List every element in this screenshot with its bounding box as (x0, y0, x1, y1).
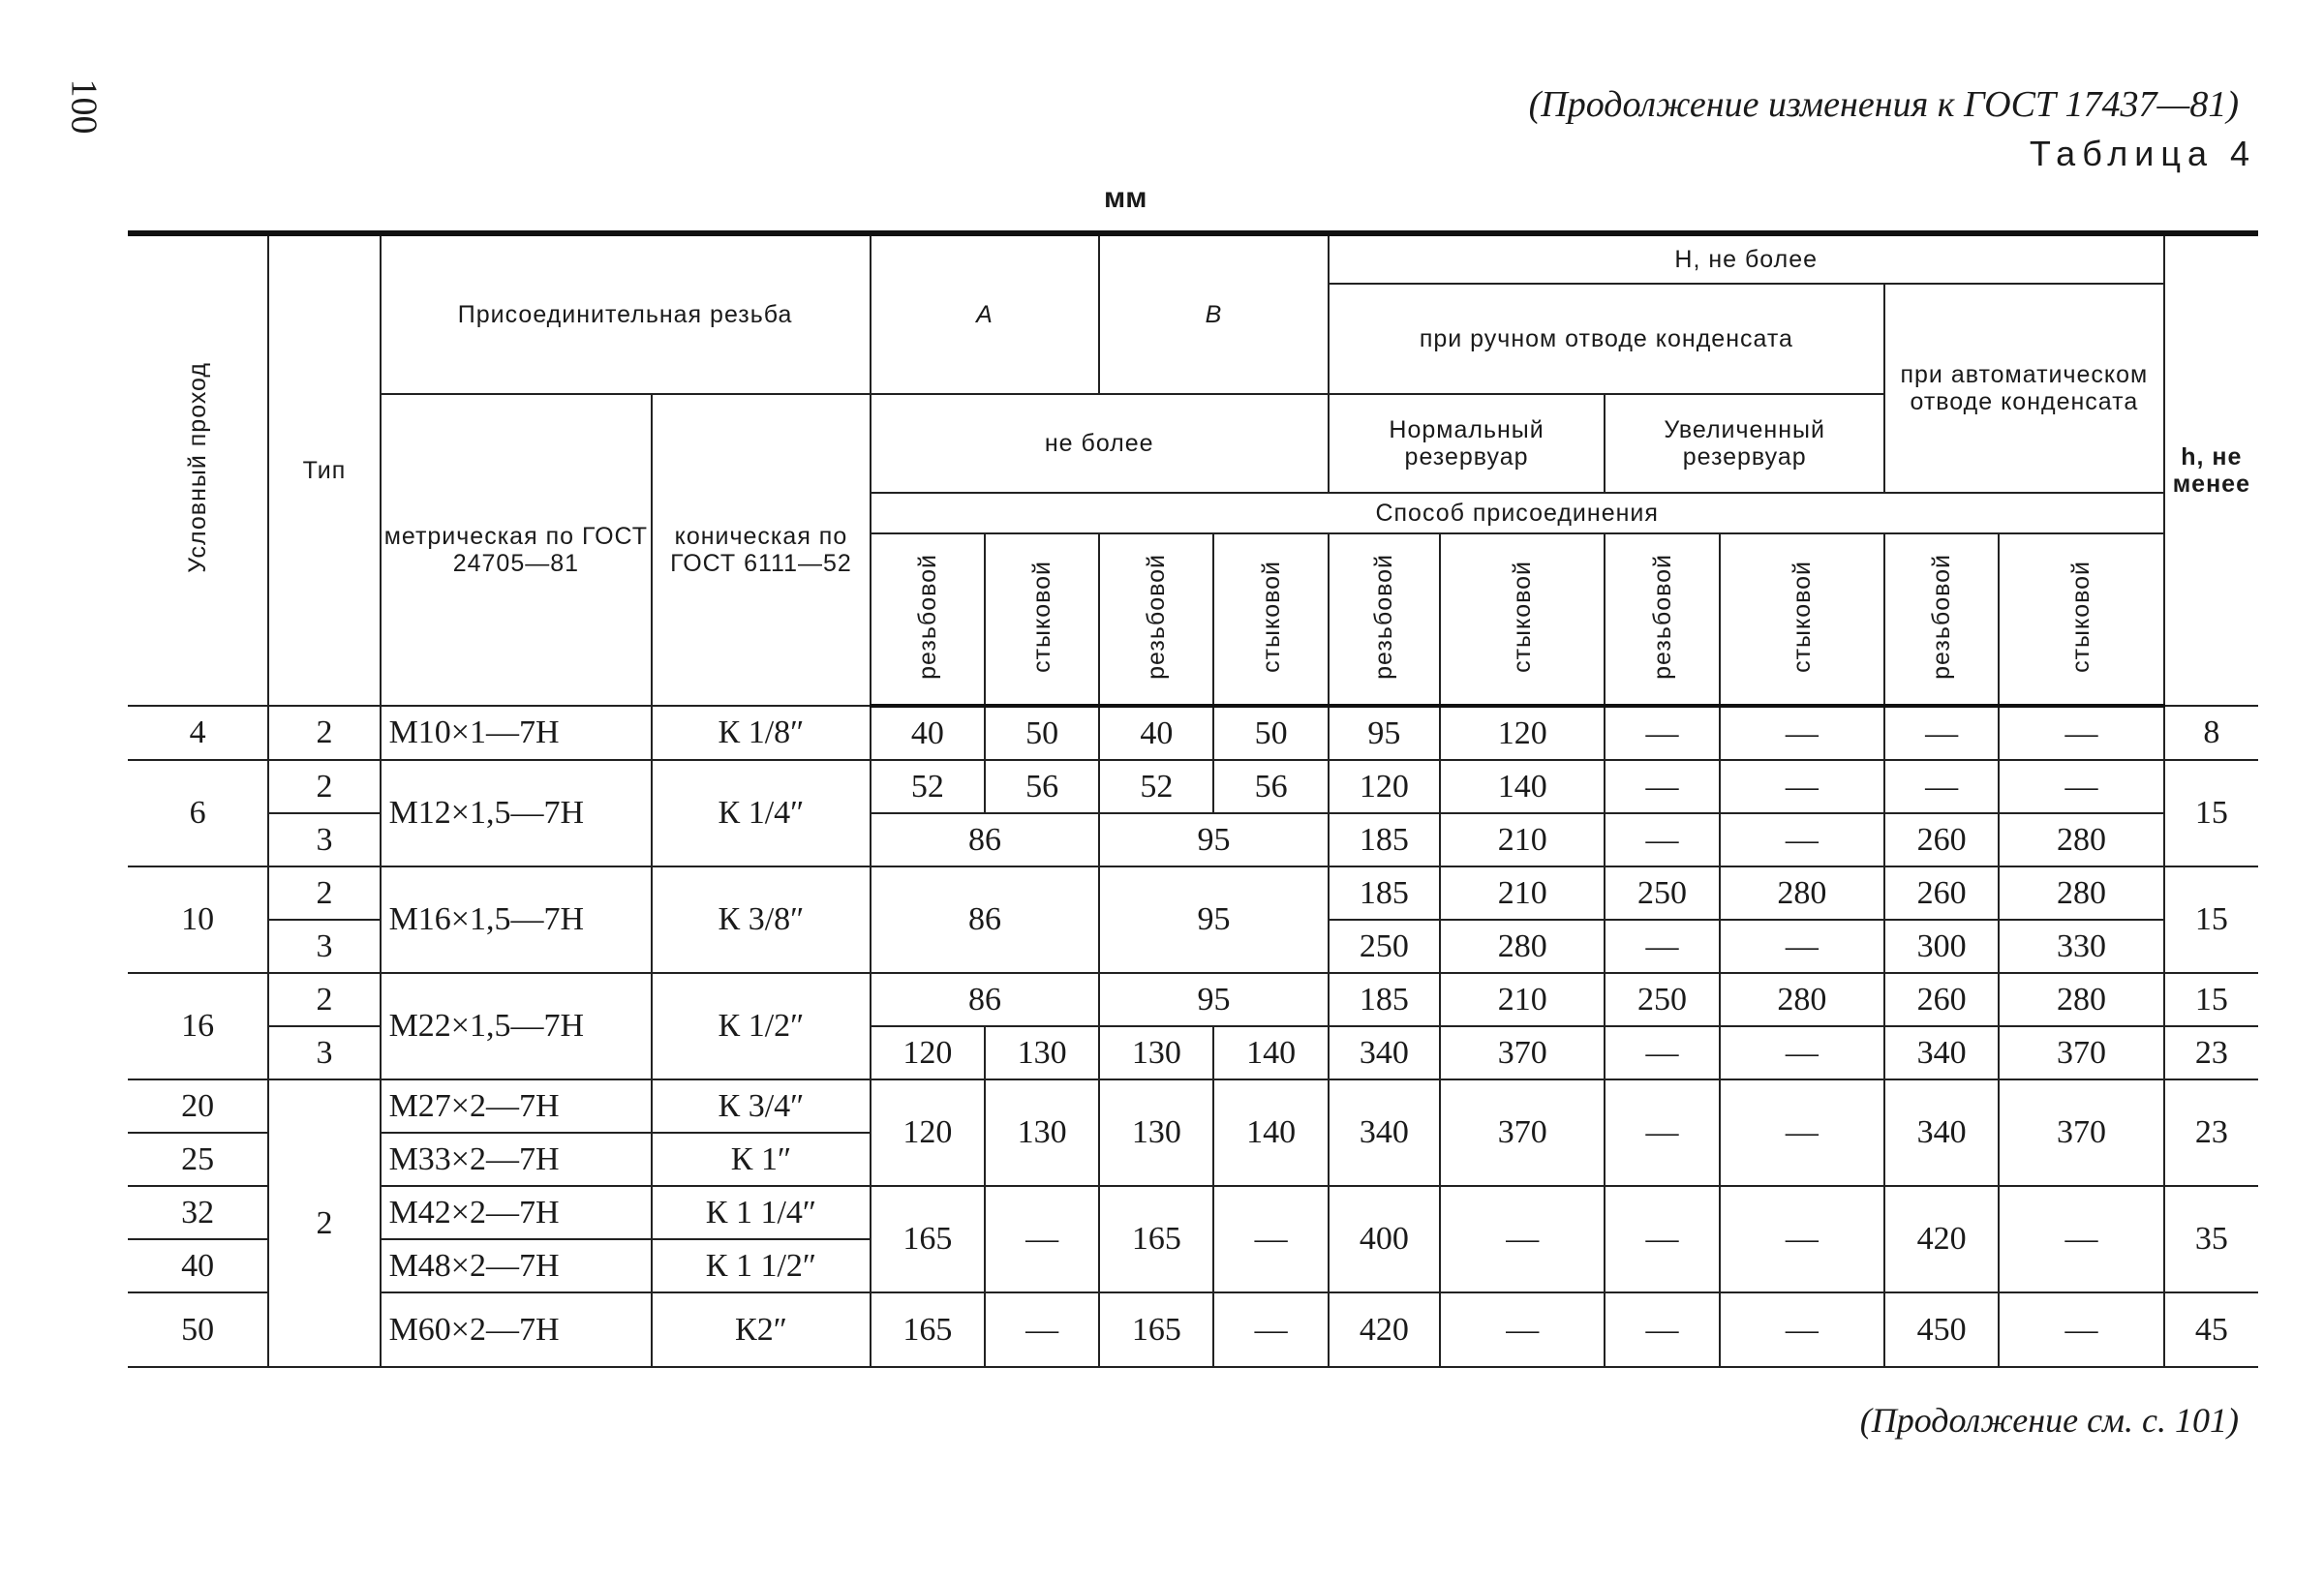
cell-dn: 25 (128, 1133, 268, 1186)
cell-h: 8 (2164, 706, 2258, 760)
cell: — (1884, 760, 1999, 813)
cell: — (1999, 1186, 2163, 1292)
cell: 340 (1884, 1026, 1999, 1079)
cell: 280 (1720, 866, 1884, 920)
table-row (128, 760, 2258, 813)
header-enlarged: Увеличенный резервуар (1605, 394, 1884, 493)
cell: 52 (871, 760, 985, 813)
cell-h: 15 (2164, 760, 2258, 866)
cell: — (1999, 1292, 2163, 1367)
cell: — (1884, 706, 1999, 760)
cell-dn: 10 (128, 866, 268, 973)
header-enlarged-butt: стыковой (1720, 533, 1884, 706)
cell: 95 (1099, 866, 1329, 973)
cell: — (1440, 1292, 1605, 1367)
cell-dn: 20 (128, 1079, 268, 1133)
cell: — (1720, 920, 1884, 973)
header-a: A (871, 233, 1100, 394)
cell-metric: M42×2—7H (381, 1186, 653, 1239)
table-label: Таблица 4 (2029, 134, 2256, 173)
cell: — (1213, 1292, 1328, 1367)
cell: 260 (1884, 866, 1999, 920)
header-nominal-bore: Условный проход (128, 233, 268, 706)
cell: 420 (1884, 1186, 1999, 1292)
header-metric: метрическая по ГОСТ 24705—81 (381, 394, 653, 706)
cell: 210 (1440, 813, 1605, 866)
header-h: H, не более (1329, 233, 2164, 284)
cell: 185 (1329, 973, 1440, 1026)
cell-dn: 6 (128, 760, 268, 866)
cell: 300 (1884, 920, 1999, 973)
cell: — (985, 1186, 1099, 1292)
table-row (128, 1186, 2258, 1239)
cell: 140 (1213, 1079, 1328, 1186)
cell-conic: К 1/8″ (652, 706, 871, 760)
header-normal: Нормальный резервуар (1329, 394, 1605, 493)
cell: 120 (1440, 706, 1605, 760)
cell: 185 (1329, 813, 1440, 866)
table-4 (128, 230, 2258, 1368)
unit-label: мм (1104, 182, 1147, 214)
header-thread: Присоединительная резьба (381, 233, 871, 394)
cell: 40 (1099, 706, 1213, 760)
cell: 95 (1329, 706, 1440, 760)
header-a-threaded: резьбовой (871, 533, 985, 706)
cell: 340 (1329, 1026, 1440, 1079)
header-b-butt: стыковой (1213, 533, 1328, 706)
cell: — (1720, 706, 1884, 760)
cell: 140 (1213, 1026, 1328, 1079)
cell-h: 23 (2164, 1079, 2258, 1186)
header-conical: коническая по ГОСТ 6111—52 (652, 394, 871, 706)
cell: 210 (1440, 866, 1605, 920)
cell: 40 (871, 706, 985, 760)
cell: 56 (985, 760, 1099, 813)
cell: — (1999, 706, 2163, 760)
cell: 120 (871, 1026, 985, 1079)
cell: 280 (1999, 973, 2163, 1026)
cell: 130 (985, 1079, 1099, 1186)
cell: — (1720, 760, 1884, 813)
cell: 120 (1329, 760, 1440, 813)
cell: 165 (1099, 1292, 1213, 1367)
cell: 95 (1099, 973, 1329, 1026)
cell-dn: 4 (128, 706, 268, 760)
cell-metric: M22×1,5—7H (381, 973, 653, 1079)
cell-type: 2 (268, 973, 380, 1026)
cell: 52 (1099, 760, 1213, 813)
cell: — (1720, 813, 1884, 866)
footer-note: (Продолжение см. с. 101) (1859, 1401, 2239, 1440)
cell: — (1605, 1079, 1719, 1186)
cell: 250 (1605, 973, 1719, 1026)
cell: — (1720, 1186, 1884, 1292)
cell-dn: 40 (128, 1239, 268, 1292)
cell-type: 2 (268, 706, 380, 760)
cell-dn: 16 (128, 973, 268, 1079)
cell: 210 (1440, 973, 1605, 1026)
cell: 120 (871, 1079, 985, 1186)
cell: 370 (1440, 1079, 1605, 1186)
table-row (128, 706, 2258, 760)
cell-metric: M48×2—7H (381, 1239, 653, 1292)
cell-metric: M27×2—7H (381, 1079, 653, 1133)
cell: — (1605, 760, 1719, 813)
cell: — (1605, 1026, 1719, 1079)
cell-dn: 32 (128, 1186, 268, 1239)
cell: 400 (1329, 1186, 1440, 1292)
header-b: B (1099, 233, 1329, 394)
cell: 50 (1213, 706, 1328, 760)
cell-h: 35 (2164, 1186, 2258, 1292)
cell: — (1213, 1186, 1328, 1292)
continuation-header: (Продолжение изменения к ГОСТ 17437—81) (1528, 84, 2239, 125)
cell: 86 (871, 813, 1100, 866)
cell-h: 15 (2164, 866, 2258, 973)
header-normal-butt: стыковой (1440, 533, 1605, 706)
header-b-threaded: резьбовой (1099, 533, 1213, 706)
header-normal-threaded: резьбовой (1329, 533, 1440, 706)
cell: 56 (1213, 760, 1328, 813)
cell-h: 23 (2164, 1026, 2258, 1079)
cell: — (1720, 1079, 1884, 1186)
cell: 450 (1884, 1292, 1999, 1367)
cell: — (1440, 1186, 1605, 1292)
cell-conic: К 3/4″ (652, 1079, 871, 1133)
cell: 330 (1999, 920, 2163, 973)
cell: 340 (1884, 1079, 1999, 1186)
cell: 280 (1999, 813, 2163, 866)
cell-conic: К 1 1/4″ (652, 1186, 871, 1239)
cell: 130 (1099, 1079, 1213, 1186)
cell: — (1605, 1186, 1719, 1292)
header-auto-threaded: резьбовой (1884, 533, 1999, 706)
cell: — (1720, 1026, 1884, 1079)
table-row (128, 1292, 2258, 1367)
header-type: Тип (268, 233, 380, 706)
cell-conic: К 1/4″ (652, 760, 871, 866)
cell: 340 (1329, 1079, 1440, 1186)
header-auto: при автоматическом отводе конденсата (1884, 284, 2164, 493)
cell: 130 (1099, 1026, 1213, 1079)
cell: 250 (1605, 866, 1719, 920)
cell: 420 (1329, 1292, 1440, 1367)
cell: 370 (1440, 1026, 1605, 1079)
cell-type: 3 (268, 1026, 380, 1079)
cell-type: 2 (268, 760, 380, 813)
cell: — (1605, 920, 1719, 973)
header-auto-butt: стыковой (1999, 533, 2163, 706)
cell: — (985, 1292, 1099, 1367)
table-row (128, 1079, 2258, 1133)
cell-metric: M12×1,5—7H (381, 760, 653, 866)
cell: 86 (871, 973, 1100, 1026)
header-a-butt: стыковой (985, 533, 1099, 706)
header-not-more: не более (871, 394, 1329, 493)
header-manual: при ручном отводе конденсата (1329, 284, 1884, 394)
cell-conic: К 1 1/2″ (652, 1239, 871, 1292)
cell: 260 (1884, 813, 1999, 866)
cell: 86 (871, 866, 1100, 973)
cell: 280 (1999, 866, 2163, 920)
cell: 280 (1720, 973, 1884, 1026)
cell: 130 (985, 1026, 1099, 1079)
cell: 260 (1884, 973, 1999, 1026)
header-enlarged-threaded: резьбовой (1605, 533, 1719, 706)
cell: 370 (1999, 1079, 2163, 1186)
cell: — (1720, 1292, 1884, 1367)
cell-h: 45 (2164, 1292, 2258, 1367)
header-h-min: h, не менее (2164, 233, 2258, 706)
cell-conic: К 3/8″ (652, 866, 871, 973)
cell: 165 (871, 1292, 985, 1367)
table-row (128, 866, 2258, 920)
cell: — (1605, 1292, 1719, 1367)
cell: 140 (1440, 760, 1605, 813)
cell-metric: M16×1,5—7H (381, 866, 653, 973)
cell-type: 2 (268, 866, 380, 920)
cell: 95 (1099, 813, 1329, 866)
cell-conic: К 1/2″ (652, 973, 871, 1079)
cell: 250 (1329, 920, 1440, 973)
cell-conic: К 1″ (652, 1133, 871, 1186)
cell-type: 2 (268, 1079, 380, 1367)
cell-metric: M10×1—7H (381, 706, 653, 760)
cell: — (1999, 760, 2163, 813)
cell-metric: M33×2—7H (381, 1133, 653, 1186)
cell: — (1605, 706, 1719, 760)
cell: 50 (985, 706, 1099, 760)
cell-type: 3 (268, 813, 380, 866)
cell-dn: 50 (128, 1292, 268, 1367)
header-connection-method: Способ присоединения (871, 493, 2164, 533)
cell-h: 15 (2164, 973, 2258, 1026)
cell-metric: M60×2—7H (381, 1292, 653, 1367)
cell-conic: К2″ (652, 1292, 871, 1367)
table-row (128, 973, 2258, 1026)
page-number: 100 (63, 78, 105, 135)
cell: 165 (1099, 1186, 1213, 1292)
cell: 370 (1999, 1026, 2163, 1079)
cell: 185 (1329, 866, 1440, 920)
cell: 165 (871, 1186, 985, 1292)
cell: — (1605, 813, 1719, 866)
cell-type: 3 (268, 920, 380, 973)
cell: 280 (1440, 920, 1605, 973)
